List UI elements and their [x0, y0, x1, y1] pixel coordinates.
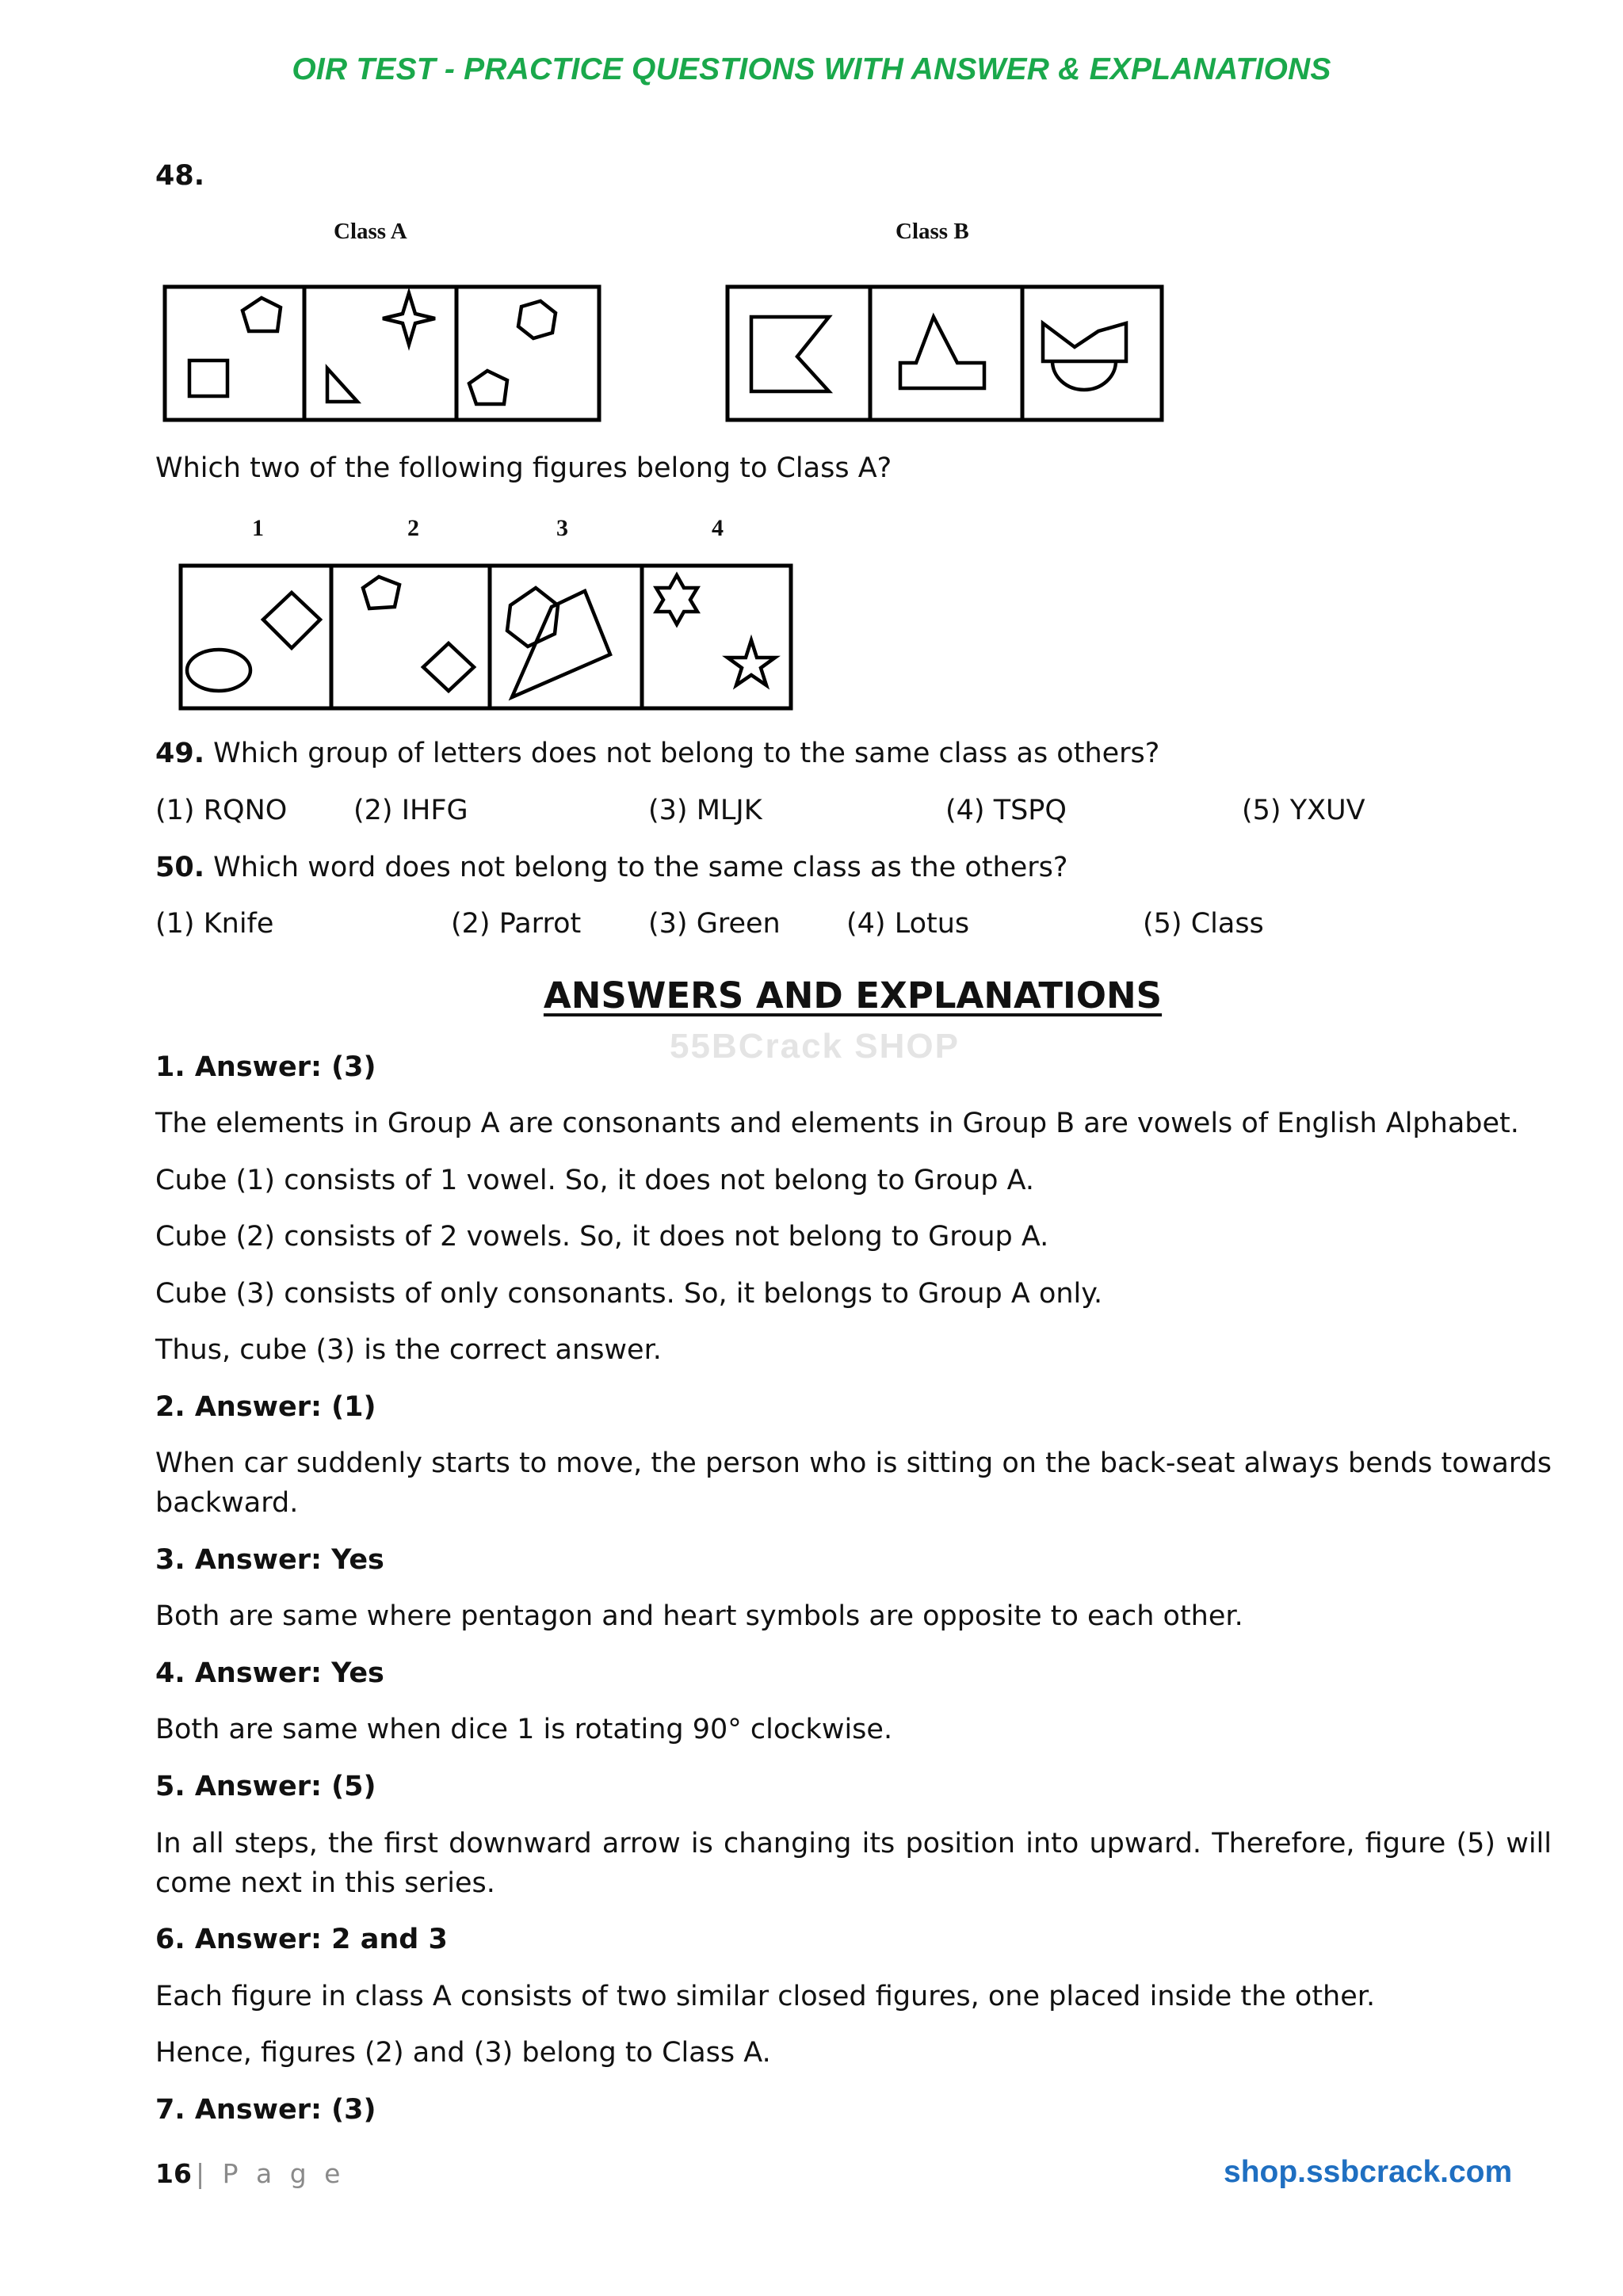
class-b-label: Class B [896, 219, 969, 244]
answer-6-line-1: Each figure in class A consists of two similar closed figures, one placed inside the other. [155, 1981, 1376, 2012]
q50-option-2: (2) Parrot [451, 908, 582, 940]
answer-3-heading: 3. Answer: Yes [155, 1544, 384, 1576]
answer-1-line-5: Thus, cube (3) is the correct answer. [155, 1334, 662, 1366]
cup-shape-bowl [1052, 361, 1116, 390]
answer-2-heading: 2. Answer: (1) [155, 1391, 376, 1423]
four-point-star-shape [383, 293, 435, 345]
answer-1-line-2: Cube (1) consists of 1 vowel. So, it does not belong to Group A. [155, 1165, 1035, 1196]
answers-section-title: ANSWERS AND EXPLANATIONS [543, 974, 1163, 1016]
watermark-logo: 55BCrack SHOP [670, 1027, 960, 1066]
page-footer [155, 2158, 345, 2189]
question-49 [155, 734, 1159, 773]
q49-option-1: (1) RQNO [155, 795, 288, 826]
question-49-text: Which group of letters does not belong to the same class as others? [213, 738, 1160, 769]
answer-5-heading: 5. Answer: (5) [155, 1771, 376, 1802]
option-label-4: 4 [712, 515, 724, 541]
page-number: 16 [155, 2158, 192, 2189]
q49-option-3: (3) MLJK [648, 795, 762, 826]
q50-option-1: (1) Knife [155, 908, 274, 940]
ellipse-shape [187, 650, 250, 691]
answer-4-heading: 4. Answer: Yes [155, 1657, 384, 1689]
diamond-shape [263, 593, 320, 648]
answer-1-line-4: Cube (3) consists of only consonants. So, it belongs to Group A only. [155, 1278, 1103, 1310]
triangle-shape [327, 368, 357, 402]
question-49-number: 49. [155, 738, 205, 769]
answer-5-text: In all steps, the first downward arrow is changing its position into upward. Therefore, figure (5) will come next in this series. [155, 1828, 1552, 1899]
question-50-number: 50. [155, 852, 205, 883]
square-shape [189, 360, 227, 396]
answer-4-text: Both are same when dice 1 is rotating 90° clockwise. [155, 1714, 893, 1745]
footer-shop-link[interactable]: shop.ssbcrack.com [1224, 2155, 1513, 2189]
question-50-text: Which word does not belong to the same class as the others? [213, 852, 1068, 883]
answer-1-line-3: Cube (2) consists of 2 vowels. So, it does not belong to Group A. [155, 1221, 1049, 1253]
page-label: | P a g e [196, 2158, 346, 2189]
option-figures [179, 564, 792, 710]
answer-3-text: Both are same where pentagon and heart symbols are opposite to each other. [155, 1600, 1243, 1632]
question-48-number: 48. [155, 160, 205, 192]
cup-shape-top [1043, 323, 1126, 361]
class-a-label: Class A [334, 219, 407, 244]
question-48-text: Which two of the following figures belong to Class A? [155, 452, 892, 484]
option-label-1: 1 [252, 515, 264, 541]
q50-option-4: (4) Lotus [846, 908, 970, 940]
option-label-2: 2 [407, 515, 419, 541]
pentagon-shape-3 [363, 577, 399, 608]
q50-option-3: (3) Green [648, 908, 781, 940]
answer-6-line-2: Hence, figures (2) and (3) belong to Class A. [155, 2037, 771, 2069]
pentagon-shape [242, 298, 281, 331]
answer-2-text: When car suddenly starts to move, the person who is sitting on the back-seat always bends towards backward. [155, 1447, 1552, 1519]
tent-shape [900, 317, 984, 388]
q50-option-5: (5) Class [1143, 908, 1264, 940]
q49-option-5: (5) YXUV [1242, 795, 1365, 826]
five-point-star-shape [727, 640, 775, 685]
question-50 [155, 848, 1067, 887]
class-a-figures [163, 285, 601, 421]
answer-1-line-1: The elements in Group A are consonants and elements in Group B are vowels of English Alphabet. [155, 1108, 1519, 1139]
class-b-figures [726, 285, 1163, 421]
answer-7-heading: 7. Answer: (3) [155, 2094, 376, 2126]
diamond-shape-2 [423, 643, 474, 691]
q49-option-4: (4) TSPQ [945, 795, 1067, 826]
hexagon-shape [518, 301, 556, 338]
six-point-star-shape [656, 575, 697, 624]
pentagon-shape-2 [469, 371, 507, 404]
q49-option-2: (2) IHFG [353, 795, 468, 826]
page-header-title: OIR TEST - PRACTICE QUESTIONS WITH ANSWER & EXPLANATIONS [292, 52, 1331, 86]
answer-1-heading: 1. Answer: (3) [155, 1051, 376, 1083]
hexagon-shape-2 [507, 588, 558, 646]
option-label-3: 3 [556, 515, 568, 541]
flag-shape [751, 317, 829, 391]
answer-6-heading: 6. Answer: 2 and 3 [155, 1924, 448, 1955]
